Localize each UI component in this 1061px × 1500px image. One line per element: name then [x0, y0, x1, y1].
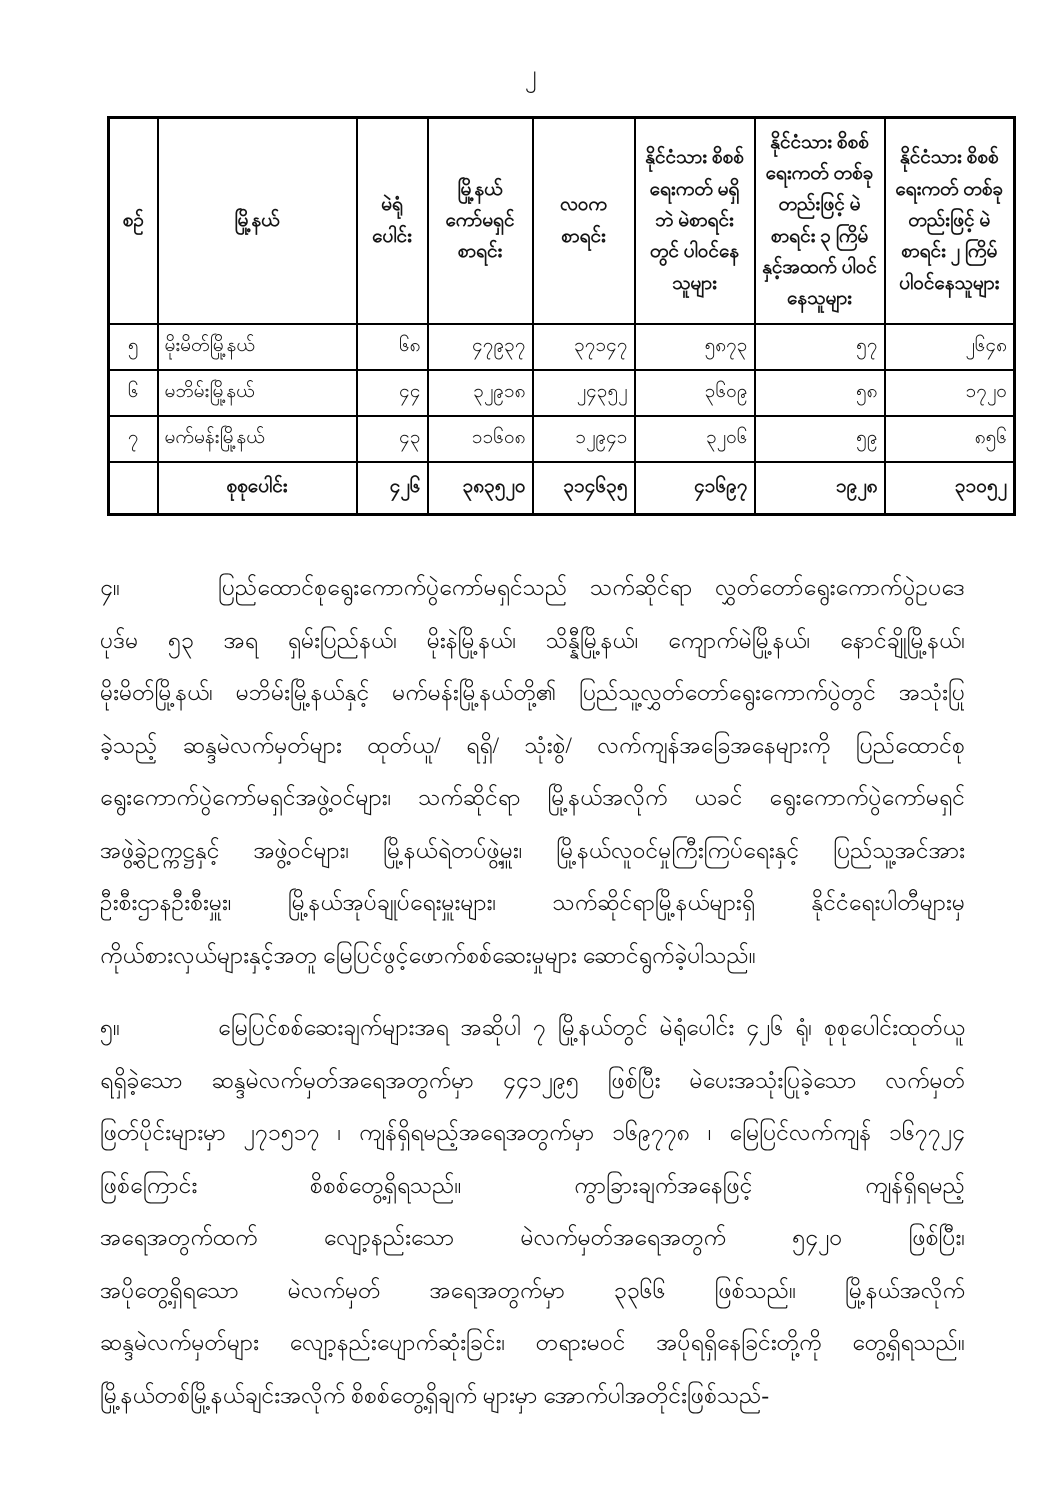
column-header-immigration-list: လဝက စာရင်း	[533, 118, 635, 324]
cell-no-nrc: ၅၈၇၃	[635, 324, 755, 370]
cell-no-nrc: ၃၂၀၆	[635, 416, 755, 462]
cell-total-three-times: ၁၉၂၈	[755, 462, 885, 515]
cell-two-times: ၂၆၄၈	[885, 324, 1015, 370]
text-line: ရရှိခဲ့သော ဆန္ဒမဲလက်မှတ်အရေအတွက်မှာ ၄၄၁၂၉၅ ဖြစ်ပြီး မဲပေးအသုံးပြုခဲ့သော လက်မှတ်	[100, 1067, 965, 1093]
cell-serial: ၆	[109, 370, 158, 416]
column-header-township: မြို့နယ်	[158, 118, 357, 324]
text-line: အပိုတွေ့ရှိရသော မဲလက်မှတ် အရေအတွက်မှာ ၃၃၆၆ ဖြစ်သည်။ မြို့နယ်အလိုက်	[100, 1277, 965, 1303]
cell-commission: ၃၂၉၁၈	[428, 370, 533, 416]
table-row	[109, 416, 1015, 462]
text-line	[100, 1002, 965, 1055]
text-line: ဖြစ်ကြောင်း စိစစ်တွေ့ရှိရသည်။ ကွာခြားချက်အနေဖြင့် ကျန်ရှိရမည့်	[100, 1172, 965, 1198]
paragraph-number: ၄။	[100, 575, 120, 600]
paragraph-5	[100, 1002, 965, 1422]
cell-commission: ၁၁၆၀၈	[428, 416, 533, 462]
table-row	[109, 370, 1015, 416]
township-ballot-table	[107, 116, 1016, 516]
table-row	[109, 324, 1015, 370]
cell-township: မက်မန်းမြို့နယ်	[158, 416, 357, 462]
cell-total-polling: ၄၂၆	[357, 462, 428, 515]
cell-serial-empty	[109, 462, 158, 515]
cell-total-two-times: ၃၁၀၅၂	[885, 462, 1015, 515]
page-number: ၂	[524, 62, 537, 88]
cell-polling: ၆၈	[357, 324, 428, 370]
cell-two-times: ၁၇၂၀	[885, 370, 1015, 416]
paragraph-number: ၅။	[100, 1015, 120, 1040]
column-header-serial: စဉ်	[109, 118, 158, 324]
text-line: အရေအတွက်ထက် လျော့နည်းသော မဲလက်မှတ်အရေအတွက် ၅၄၂၀ ဖြစ်ပြီး၊	[100, 1225, 965, 1250]
cell-total-label: စုစုပေါင်း	[158, 462, 357, 515]
table-header-row	[109, 118, 1015, 324]
cell-township: မိုးမိတ်မြို့နယ်	[158, 324, 357, 370]
cell-three-times: ၅၉	[755, 416, 885, 462]
cell-no-nrc: ၃၆၀၉	[635, 370, 755, 416]
cell-immigration: ၂၄၃၅၂	[533, 370, 635, 416]
table-total-row	[109, 462, 1015, 515]
cell-township: မဘိမ်းမြို့နယ်	[158, 370, 357, 416]
text-line: မြို့နယ်တစ်မြို့နယ်ချင်းအလိုက် စိစစ်တွေ့ရှိချက် များမှာ အောက်ပါအတိုင်းဖြစ်သည်-	[100, 1382, 770, 1408]
text-line: ခဲ့သည့် ဆန္ဒမဲလက်မှတ်များ ထုတ်ယူ/ ရရှိ/ သုံးစွဲ/ လက်ကျန်အခြေအနေများကို ပြည်ထောင်စု	[100, 732, 965, 758]
cell-serial: ၇	[109, 416, 158, 462]
cell-three-times: ၅၇	[755, 324, 885, 370]
cell-total-immigration: ၃၁၄၆၃၅	[533, 462, 635, 515]
paragraph-4	[100, 562, 965, 982]
text-line: မိုးမိတ်မြို့နယ်၊ မဘိမ်းမြို့နယ်နှင့် မက်မန်းမြို့နယ်တို့၏ ပြည်သူ့လွှတ်တော်ရွေးကောက်ပွဲတွင် အသုံးပြု	[100, 680, 965, 705]
cell-immigration: ၁၂၉၄၁	[533, 416, 635, 462]
text-line: ပုဒ်မ ၅၃ အရ ရှမ်းပြည်နယ်၊ မိုးနဲမြို့နယ်၊ သိန္နီမြို့နယ်၊ ကျောက်မဲမြို့နယ်၊ နောင်ချိုမြို့နယ်၊	[100, 627, 965, 653]
column-header-commission-list: မြို့နယ် ကော်မရှင် စာရင်း	[428, 118, 533, 324]
column-header-two-times: နိုင်ငံသား စိစစ်ရေးကတ် တစ်ခုတည်းဖြင့် မဲစာရင်း ၂ ကြိမ် ပါဝင်နေသူများ	[885, 118, 1015, 324]
text-line: အဖွဲ့ခွဲဥက္ကဋ္ဌနှင့် အဖွဲ့ဝင်များ၊ မြို့နယ်ရဲတပ်ဖွဲ့မှူး၊ မြို့နယ်လူဝင်မှုကြီးကြပ်ရေးနှင့် ပြည်သူ့အင်အား	[100, 837, 965, 863]
column-header-three-times: နိုင်ငံသား စိစစ်ရေးကတ် တစ်ခုတည်းဖြင့် မဲစာရင်း ၃ ကြိမ် နှင့်အထက် ပါဝင်နေသူများ	[755, 118, 885, 324]
text-line: ဦးစီးဌာနဦးစီးမှူး၊ မြို့နယ်အုပ်ချုပ်ရေးမှူးများ၊ သက်ဆိုင်ရာမြို့နယ်များရှိ နိုင်ငံရေးပါတီများမှ	[100, 890, 965, 915]
cell-polling: ၄၄	[357, 370, 428, 416]
cell-commission: ၄၇၉၃၇	[428, 324, 533, 370]
text-line: ကိုယ်စားလှယ်များနှင့်အတူ မြေပြင်ဖွင့်ဖောက်စစ်ဆေးမှုများ ဆောင်ရွက်ခဲ့ပါသည်။	[100, 942, 756, 968]
cell-total-commission: ၃၈၃၅၂၀	[428, 462, 533, 515]
column-header-no-nrc: နိုင်ငံသား စိစစ်ရေးကတ် မရှိဘဲ မဲစာရင်းတွင် ပါဝင်နေသူများ	[635, 118, 755, 324]
cell-two-times: ၈၅၆	[885, 416, 1015, 462]
text-line-content: ပြည်ထောင်စုရွေးကောက်ပွဲကော်မရှင်သည် သက်ဆိုင်ရာ လွှတ်တော်ရွေးကောက်ပွဲဥပဒေ	[218, 575, 965, 600]
cell-immigration: ၃၇၁၄၇	[533, 324, 635, 370]
column-header-polling-stations: မဲရုံ ပေါင်း	[357, 118, 428, 324]
text-line: ဖြတ်ပိုင်းများမှာ ၂၇၁၅၁၇ ၊ ကျန်ရှိရမည့်အရေအတွက်မှာ ၁၆၉၇၇၈ ၊ မြေပြင်လက်ကျန် ၁၆၇၇၂၄	[100, 1120, 965, 1145]
text-line-content: မြေပြင်စစ်ဆေးချက်များအရ အဆိုပါ ၇ မြို့နယ်တွင် မဲရုံပေါင်း ၄၂၆ ရုံ၊ စုစုပေါင်းထုတ်ယူ	[218, 1015, 965, 1040]
cell-three-times: ၅၈	[755, 370, 885, 416]
text-line: ဆန္ဒမဲလက်မှတ်များ လျော့နည်းပျောက်ဆုံးခြင်း၊ တရားမဝင် အပိုရရှိနေခြင်းတို့ကို တွေ့ရှိရသည်။	[100, 1330, 965, 1355]
cell-serial: ၅	[109, 324, 158, 370]
text-line	[100, 562, 965, 615]
cell-total-no-nrc: ၄၁၆၉၇	[635, 462, 755, 515]
text-line: ရွေးကောက်ပွဲကော်မရှင်အဖွဲ့ဝင်များ၊ သက်ဆိုင်ရာ မြို့နယ်အလိုက် ယခင် ရွေးကောက်ပွဲကော်မရှင်	[100, 785, 965, 810]
cell-polling: ၄၃	[357, 416, 428, 462]
